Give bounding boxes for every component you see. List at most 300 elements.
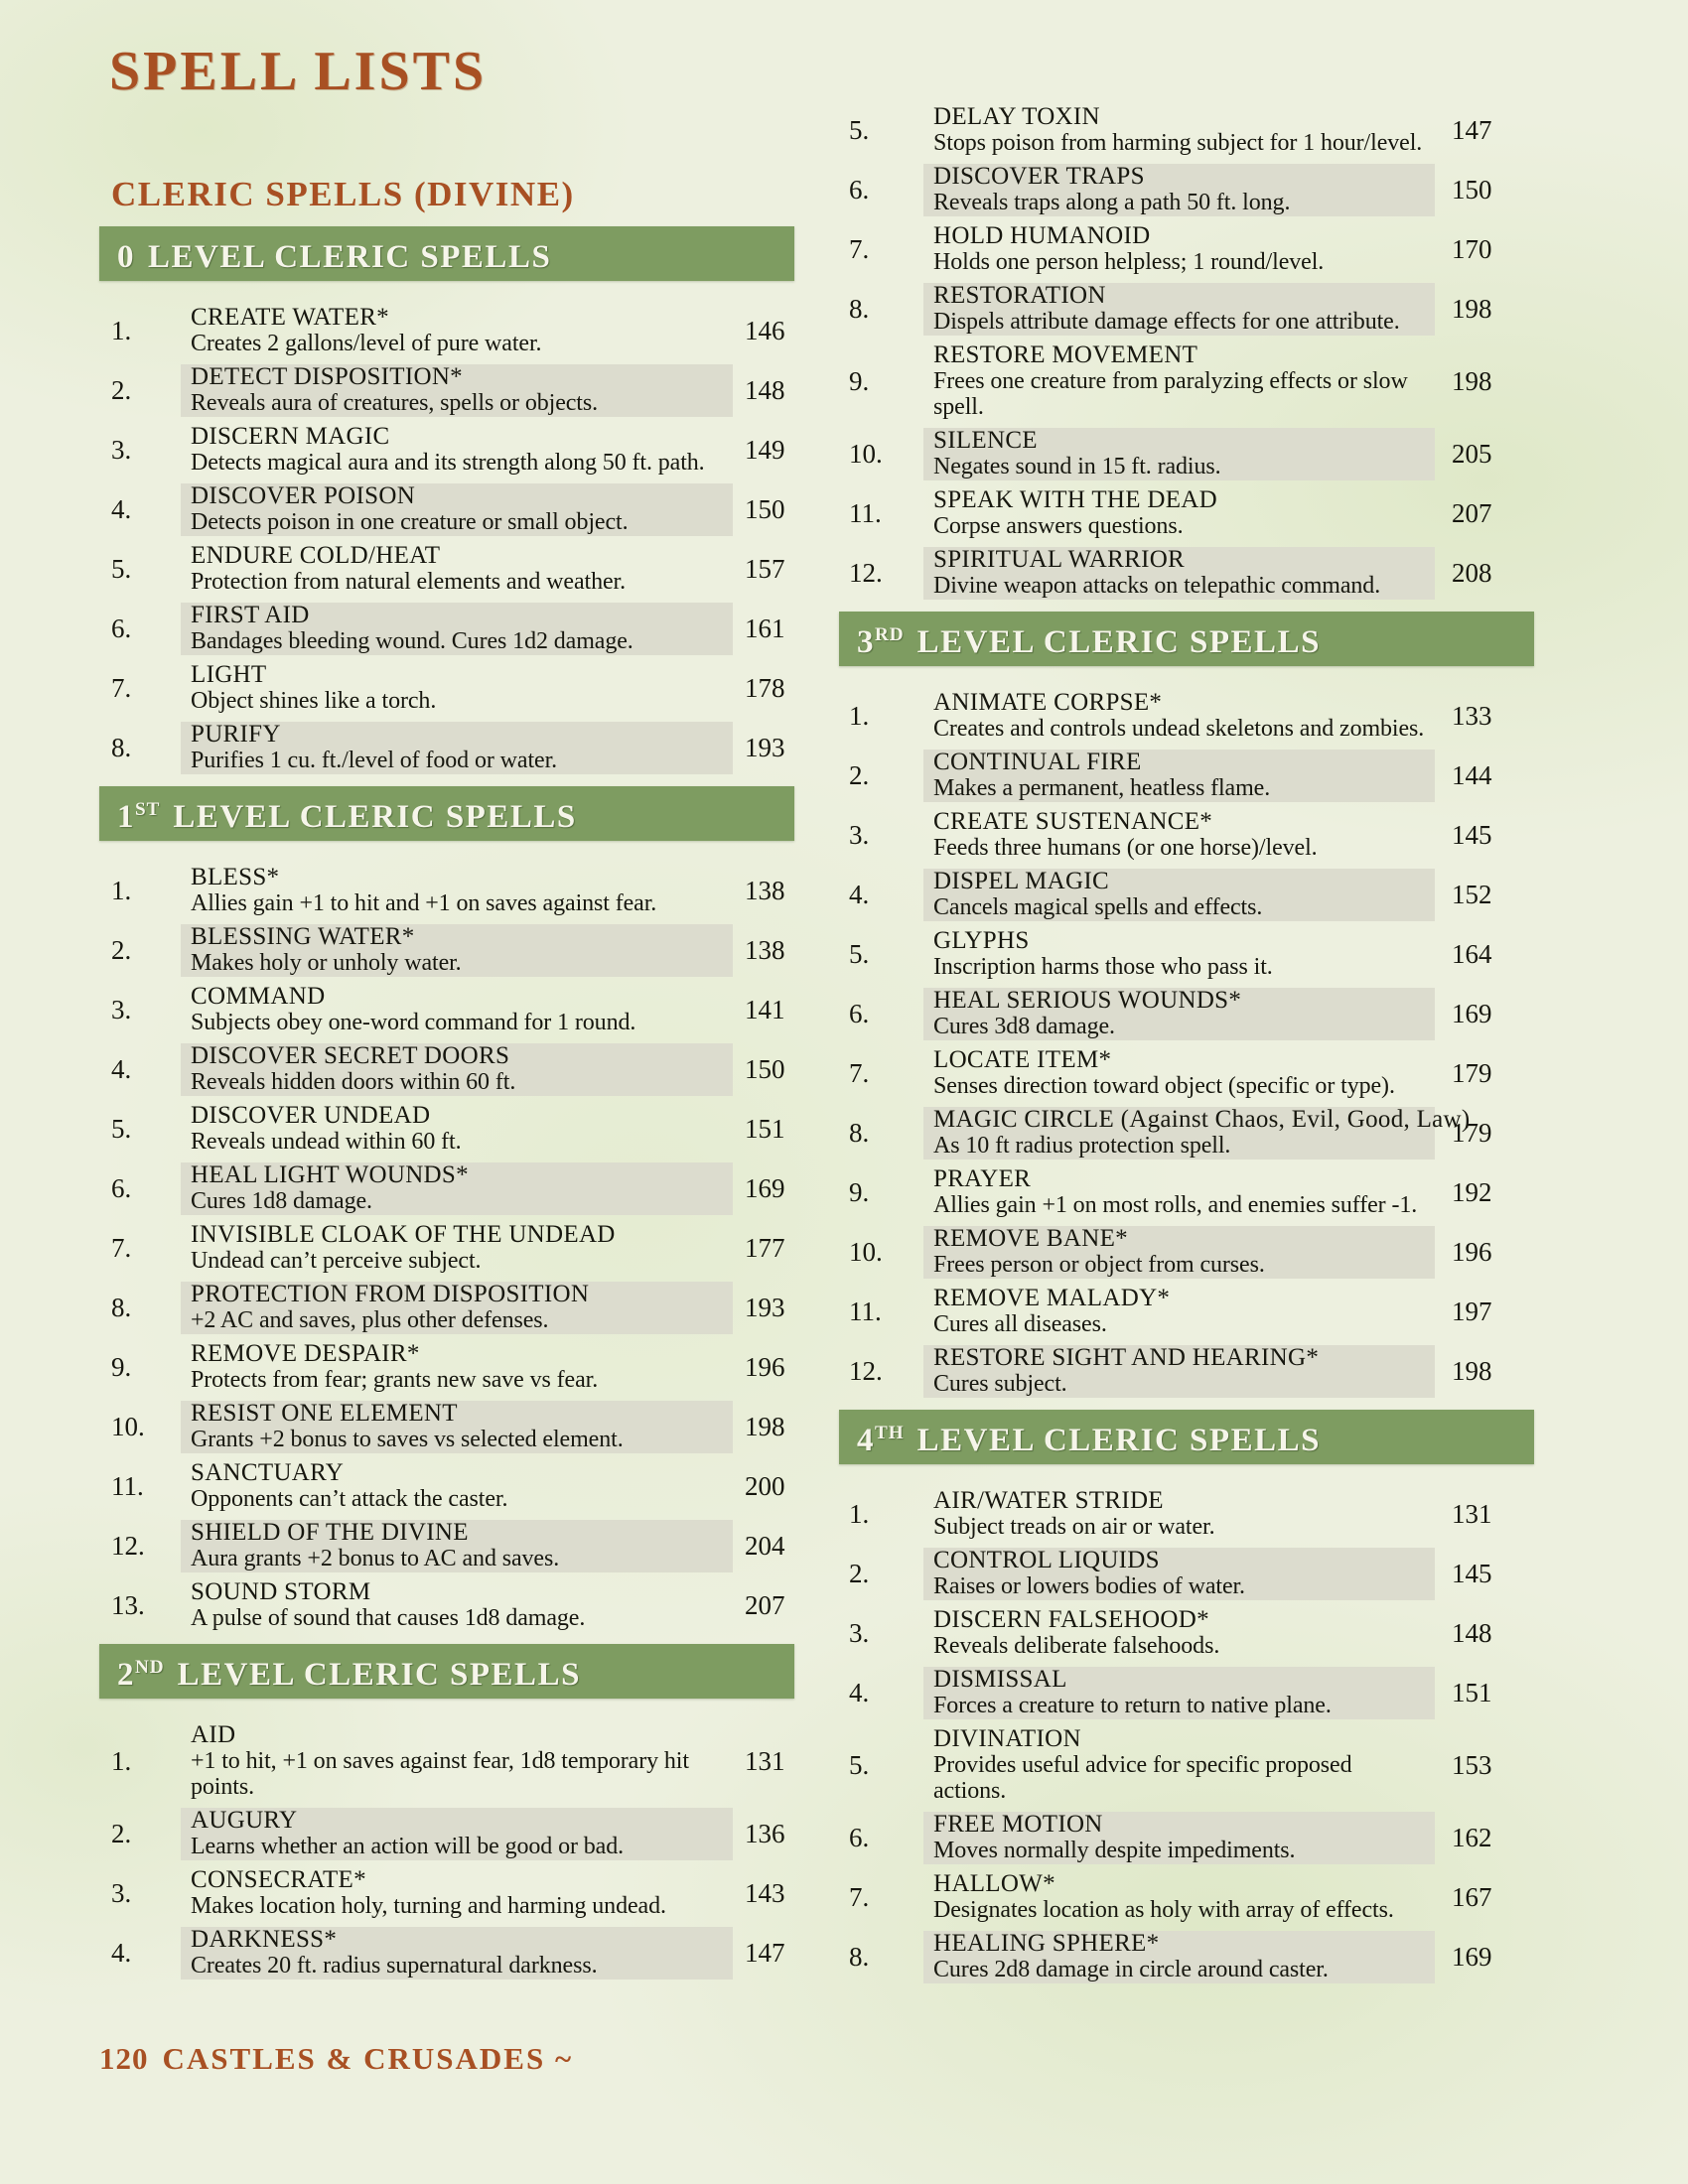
spell-row (839, 1548, 1534, 1600)
spell-entry (923, 342, 1435, 421)
spell-row (99, 984, 794, 1036)
spell-number: 5. (849, 939, 870, 969)
spell-entry (923, 1812, 1435, 1864)
spell-row (99, 1808, 794, 1860)
spell-description: Stops poison from harming subject for 1 hour/level. (933, 130, 1423, 156)
spell-entry (923, 104, 1435, 157)
spell-entry (923, 1488, 1435, 1541)
spell-name: SHIELD OF THE DIVINE (191, 1519, 469, 1546)
spell-page-number: 169 (1452, 1942, 1492, 1972)
spell-row (839, 690, 1534, 743)
spell-entry (923, 1286, 1435, 1338)
spell-entry (181, 1808, 733, 1860)
spell-entry (181, 1222, 733, 1275)
spell-row (839, 1166, 1534, 1219)
spell-entry (181, 662, 733, 715)
spell-name: RESTORATION (933, 282, 1106, 309)
spell-number: 10. (111, 1412, 145, 1441)
spell-page-number: 170 (1452, 234, 1492, 264)
level-header-text: LEVEL CLERIC SPELLS (148, 239, 552, 275)
level-header-text: LEVEL CLERIC SPELLS (177, 1657, 581, 1693)
spell-name: AUGURY (191, 1807, 298, 1834)
spell-number: 3. (111, 1878, 132, 1908)
spell-row (839, 104, 1534, 157)
spell-row (839, 1726, 1534, 1805)
level-number: 3 (857, 624, 875, 660)
spell-description: Cures 3d8 damage. (933, 1014, 1115, 1039)
spell-description: Reveals traps along a path 50 ft. long. (933, 190, 1291, 215)
spell-entry (181, 1722, 733, 1801)
spell-name: HALLOW* (933, 1870, 1055, 1897)
spell-number: 7. (849, 1882, 870, 1912)
spell-number: 4. (111, 494, 132, 524)
spell-row (99, 305, 794, 357)
spell-number: 9. (849, 1177, 870, 1207)
level-ordinal-suffix: ND (135, 1657, 165, 1678)
level-ordinal-suffix: TH (875, 1423, 905, 1443)
spell-description: A pulse of sound that causes 1d8 damage. (191, 1605, 586, 1631)
spell-name: DELAY TOXIN (933, 103, 1100, 130)
spell-page-number: 179 (1452, 1058, 1492, 1088)
spell-name: INVISIBLE CLOAK OF THE UNDEAD (191, 1221, 616, 1248)
spell-row (99, 1579, 794, 1632)
spell-entry (923, 988, 1435, 1040)
spell-number: 6. (111, 1173, 132, 1203)
spell-page-number: 198 (1452, 294, 1492, 324)
spell-description: Creates 20 ft. radius supernatural darkness. (191, 1953, 598, 1979)
spell-row (839, 547, 1534, 600)
spell-name: REMOVE BANE* (933, 1225, 1128, 1252)
spell-entry (181, 1579, 733, 1632)
spell-row (99, 1162, 794, 1215)
spell-description: Designates location as holy with array of effects. (933, 1897, 1394, 1923)
spell-row (99, 865, 794, 917)
spell-page-number: 138 (745, 935, 785, 965)
spell-description: Purifies 1 cu. ft./level of food or water. (191, 748, 558, 773)
spell-number: 2. (849, 760, 870, 790)
spell-description: Cures 1d8 damage. (191, 1188, 372, 1214)
spell-row (839, 1286, 1534, 1338)
spell-name: DISCOVER POISON (191, 482, 416, 509)
spell-description: Protects from fear; grants new save vs fear. (191, 1367, 599, 1393)
spell-entry (181, 924, 733, 977)
spell-page-number: 207 (1452, 498, 1492, 528)
spell-page-number: 131 (745, 1746, 785, 1776)
spell-description: Frees one creature from paralyzing effects or slow spell. (933, 368, 1408, 420)
spell-entry (923, 283, 1435, 336)
spell-row (99, 543, 794, 596)
spell-entry (923, 1548, 1435, 1600)
spell-page-number: 141 (745, 995, 785, 1024)
spell-page-number: 151 (1452, 1678, 1492, 1707)
spell-number: 6. (111, 614, 132, 643)
spell-row (99, 1867, 794, 1920)
spell-description: Allies gain +1 to hit and +1 on saves against fear. (191, 890, 657, 916)
spell-description: Undead can’t perceive subject. (191, 1248, 482, 1274)
spell-description: Senses direction toward object (specific or type). (933, 1073, 1395, 1099)
spell-page-number: 145 (1452, 820, 1492, 850)
spell-row (99, 1520, 794, 1572)
spell-page-number: 207 (745, 1590, 785, 1620)
spell-description: Cures subject. (933, 1371, 1067, 1397)
spell-description: Bandages bleeding wound. Cures 1d2 damage. (191, 628, 633, 654)
spell-number: 2. (111, 935, 132, 965)
spell-name: SPEAK WITH THE DEAD (933, 486, 1218, 513)
spell-name: REMOVE DESPAIR* (191, 1340, 420, 1367)
spell-number: 3. (111, 435, 132, 465)
spell-name: HEALING SPHERE* (933, 1930, 1160, 1957)
spell-level-header (99, 786, 794, 841)
spell-number: 4. (111, 1938, 132, 1968)
spell-entry (923, 1345, 1435, 1398)
spell-number: 10. (849, 1237, 883, 1267)
spell-number: 7. (849, 1058, 870, 1088)
spell-name: CONTROL LIQUIDS (933, 1547, 1160, 1573)
spell-description: As 10 ft radius protection spell. (933, 1133, 1231, 1159)
spell-page-number: 164 (1452, 939, 1492, 969)
spell-level-header (99, 1644, 794, 1699)
spell-name: SPIRITUAL WARRIOR (933, 546, 1186, 573)
spell-description: Frees person or object from curses. (933, 1252, 1265, 1278)
spell-entry (181, 1282, 733, 1334)
spell-row (839, 988, 1534, 1040)
spell-name: CONSECRATE* (191, 1866, 366, 1893)
spell-page-number: 148 (1452, 1618, 1492, 1648)
spell-name: RESTORE SIGHT AND HEARING* (933, 1344, 1320, 1371)
spell-page-number: 131 (1452, 1499, 1492, 1529)
spell-name: DISPEL MAGIC (933, 868, 1109, 894)
spell-entry (923, 690, 1435, 743)
spell-row (839, 750, 1534, 802)
spell-page-number: 151 (745, 1114, 785, 1144)
spell-page-number: 149 (745, 435, 785, 465)
spell-entry (181, 603, 733, 655)
spell-description: Detects magical aura and its strength along 50 ft. path. (191, 450, 705, 476)
spell-number: 1. (111, 316, 132, 345)
level-ordinal-suffix: ST (135, 799, 161, 820)
spell-number: 5. (111, 554, 132, 584)
spell-number: 2. (111, 375, 132, 405)
spell-name: ENDURE COLD/HEAT (191, 542, 441, 569)
spell-name: COMMAND (191, 983, 326, 1010)
spell-page-number: 147 (745, 1938, 785, 1968)
spell-number: 4. (111, 1054, 132, 1084)
spell-description: Holds one person helpless; 1 round/level. (933, 249, 1325, 275)
spell-row (839, 1607, 1534, 1660)
spell-name: SILENCE (933, 427, 1038, 454)
spell-row (99, 722, 794, 774)
spell-entry (181, 1520, 733, 1572)
spell-entry (181, 1341, 733, 1394)
spell-description: Forces a creature to return to native plane. (933, 1693, 1332, 1718)
spell-entry (923, 428, 1435, 480)
spell-number: 8. (111, 1293, 132, 1322)
spell-number: 6. (849, 175, 870, 205)
spell-number: 1. (849, 1499, 870, 1529)
spell-name: DIVINATION (933, 1725, 1081, 1752)
spell-page-number: 162 (1452, 1823, 1492, 1852)
spell-page-number: 169 (1452, 999, 1492, 1028)
spell-number: 8. (849, 294, 870, 324)
spell-page-number: 198 (1452, 1356, 1492, 1386)
spell-page-number: 204 (745, 1531, 785, 1561)
spell-name: REMOVE MALADY* (933, 1285, 1171, 1311)
level-number: 1 (117, 799, 135, 835)
spell-page-number: 157 (745, 554, 785, 584)
spell-number: 3. (849, 1618, 870, 1648)
spell-description: Allies gain +1 on most rolls, and enemies suffer -1. (933, 1192, 1418, 1218)
spell-page-number: 192 (1452, 1177, 1492, 1207)
spell-name: CONTINUAL FIRE (933, 749, 1142, 775)
spell-page-number: 197 (1452, 1297, 1492, 1326)
spell-page-number: 193 (745, 733, 785, 762)
spell-entry (923, 547, 1435, 600)
section-title: CLERIC SPELLS (DIVINE) (111, 175, 575, 213)
spell-description: Protection from natural elements and weather. (191, 569, 627, 595)
spell-row (839, 428, 1534, 480)
spell-level-header (839, 1410, 1534, 1464)
spell-entry (923, 164, 1435, 216)
spell-description: Cancels magical spells and effects. (933, 894, 1263, 920)
spell-entry (181, 1927, 733, 1979)
spell-row (99, 1722, 794, 1801)
spell-name: CREATE WATER* (191, 304, 389, 331)
spell-entry (181, 1401, 733, 1453)
spell-description: Provides useful advice for specific proposed actions. (933, 1752, 1352, 1804)
spell-page-number: 145 (1452, 1559, 1492, 1588)
spell-description: Subjects obey one-word command for 1 round. (191, 1010, 636, 1035)
spell-entry (923, 1106, 1471, 1160)
spell-name: DISCOVER TRAPS (933, 163, 1145, 190)
spell-number: 6. (849, 999, 870, 1028)
spell-name: PRAYER (933, 1165, 1032, 1192)
spell-entry (181, 865, 733, 917)
spell-entry (923, 223, 1435, 276)
spell-name: AID (191, 1721, 236, 1748)
spell-page-number: 200 (745, 1471, 785, 1501)
spell-number: 5. (111, 1114, 132, 1144)
spell-name: RESIST ONE ELEMENT (191, 1400, 458, 1427)
spell-name: ANIMATE CORPSE* (933, 689, 1163, 716)
spell-row (839, 1871, 1534, 1924)
spell-name: SOUND STORM (191, 1578, 371, 1605)
spell-name: DISMISSAL (933, 1666, 1067, 1693)
spell-entry (181, 984, 733, 1036)
spell-name: HEAL LIGHT WOUNDS* (191, 1161, 469, 1188)
spell-row (839, 1345, 1534, 1398)
spell-description: Makes location holy, turning and harming undead. (191, 1893, 666, 1919)
spell-row (839, 809, 1534, 862)
spell-name: PURIFY (191, 721, 281, 748)
spell-description: Dispels attribute damage effects for one attribute. (933, 309, 1400, 335)
spell-page-number: 198 (1452, 366, 1492, 396)
spell-page-number: 143 (745, 1878, 785, 1908)
spell-row (839, 1812, 1534, 1864)
spell-row (839, 1226, 1534, 1279)
page-footer (99, 2041, 573, 2077)
spell-row (99, 364, 794, 417)
spell-number: 9. (111, 1352, 132, 1382)
spell-description: Cures all diseases. (933, 1311, 1107, 1337)
spell-entry (181, 1103, 733, 1156)
level-header-text: LEVEL CLERIC SPELLS (916, 624, 1321, 660)
spell-page-number: 146 (745, 316, 785, 345)
spell-entry (181, 1043, 733, 1096)
spell-name: DISCERN MAGIC (191, 423, 390, 450)
spell-description: Raises or lowers bodies of water. (933, 1573, 1245, 1599)
spell-row (99, 1103, 794, 1156)
spell-row (99, 1043, 794, 1096)
spell-name: AIR/WATER STRIDE (933, 1487, 1164, 1514)
spell-entry (181, 1867, 733, 1920)
level-number: 0 (117, 239, 135, 275)
right-column (839, 104, 1534, 1990)
spell-description: Reveals deliberate falsehoods. (933, 1633, 1220, 1659)
spell-row (839, 869, 1534, 921)
spell-name: DISCOVER SECRET DOORS (191, 1042, 510, 1069)
spell-description: Subject treads on air or water. (933, 1514, 1215, 1540)
level-number: 2 (117, 1657, 135, 1693)
spell-name: MAGIC CIRCLE (Against Chaos, Evil, Good, Law) (933, 1106, 1471, 1133)
spell-name: GLYPHS (933, 927, 1030, 954)
spell-page-number: 208 (1452, 558, 1492, 588)
spell-page-number: 177 (745, 1233, 785, 1263)
spell-page-number: 148 (745, 375, 785, 405)
spell-row (839, 1667, 1534, 1719)
spell-row (839, 342, 1534, 421)
spell-number: 8. (111, 733, 132, 762)
spell-description: Inscription harms those who pass it. (933, 954, 1273, 980)
spell-number: 12. (111, 1531, 145, 1561)
spell-page-number: 136 (745, 1819, 785, 1848)
spell-number: 1. (849, 701, 870, 731)
level-number: 4 (857, 1423, 875, 1458)
spell-name: PROTECTION FROM DISPOSITION (191, 1281, 590, 1307)
spell-page-number: 150 (745, 1054, 785, 1084)
spell-entry (181, 305, 733, 357)
spell-description: Detects poison in one creature or small object. (191, 509, 629, 535)
spell-entry (181, 722, 733, 774)
spell-row (99, 1341, 794, 1394)
spell-number: 5. (849, 1750, 870, 1780)
spell-number: 6. (849, 1823, 870, 1852)
spell-number: 3. (111, 995, 132, 1024)
spell-description: Creates and controls undead skeletons and zombies. (933, 716, 1425, 742)
book-title: CASTLES & CRUSADES ~ (162, 2041, 574, 2076)
spell-number: 8. (849, 1942, 870, 1972)
page-title: SPELL LISTS (109, 41, 488, 102)
spell-number: 4. (849, 880, 870, 909)
spell-name: HEAL SERIOUS WOUNDS* (933, 987, 1242, 1014)
spell-entry (181, 1162, 733, 1215)
spell-name: LIGHT (191, 661, 267, 688)
spell-row (99, 603, 794, 655)
spell-name: SANCTUARY (191, 1459, 345, 1486)
spell-description: Creates 2 gallons/level of pure water. (191, 331, 542, 356)
spell-name: FREE MOTION (933, 1811, 1103, 1838)
spell-entry (181, 543, 733, 596)
spell-number: 5. (849, 115, 870, 145)
spell-number: 9. (849, 366, 870, 396)
spell-row (839, 928, 1534, 981)
spell-number: 1. (111, 876, 132, 905)
spell-description: +2 AC and saves, plus other defenses. (191, 1307, 549, 1333)
spell-level-header (839, 612, 1534, 666)
spell-level-header (99, 226, 794, 281)
spell-page-number: 153 (1452, 1750, 1492, 1780)
spell-row (99, 1460, 794, 1513)
spell-page-number: 167 (1452, 1882, 1492, 1912)
spell-page-number: 147 (1452, 115, 1492, 145)
spell-page-number: 133 (1452, 701, 1492, 731)
spell-description: Divine weapon attacks on telepathic command. (933, 573, 1381, 599)
spell-description: Corpse answers questions. (933, 513, 1184, 539)
spell-row (99, 424, 794, 477)
spell-number: 11. (849, 498, 882, 528)
spell-entry (923, 1726, 1435, 1805)
spell-row (99, 1222, 794, 1275)
spell-number: 10. (849, 439, 883, 469)
spell-description: Cures 2d8 damage in circle around caster. (933, 1957, 1329, 1982)
spell-row (99, 924, 794, 977)
spell-name: DARKNESS* (191, 1926, 338, 1953)
spell-row (839, 1931, 1534, 1983)
spell-entry (923, 928, 1435, 981)
spell-name: HOLD HUMANOID (933, 222, 1151, 249)
spell-row (839, 487, 1534, 540)
spell-row (839, 1488, 1534, 1541)
spell-description: Aura grants +2 bonus to AC and saves. (191, 1546, 560, 1571)
spell-description: Object shines like a torch. (191, 688, 437, 714)
spell-entry (181, 1460, 733, 1513)
spell-description: Learns whether an action will be good or bad. (191, 1834, 625, 1859)
spell-number: 3. (849, 820, 870, 850)
spell-row (839, 283, 1534, 336)
spell-description: Makes a permanent, heatless flame. (933, 775, 1271, 801)
spell-name: FIRST AID (191, 602, 310, 628)
spell-row (839, 1047, 1534, 1100)
spell-name: CREATE SUSTENANCE* (933, 808, 1213, 835)
spell-entry (181, 483, 733, 536)
spell-number: 1. (111, 1746, 132, 1776)
spell-number: 7. (111, 673, 132, 703)
level-header-text: LEVEL CLERIC SPELLS (173, 799, 577, 835)
spell-number: 11. (849, 1297, 882, 1326)
spell-name: BLESS* (191, 864, 280, 890)
spell-page-number: 178 (745, 673, 785, 703)
spell-row (839, 1107, 1534, 1160)
spell-row (99, 1282, 794, 1334)
spell-entry (923, 1166, 1435, 1219)
spell-description: Feeds three humans (or one horse)/level. (933, 835, 1318, 861)
spell-row (99, 483, 794, 536)
spell-number: 12. (849, 558, 883, 588)
spell-number: 11. (111, 1471, 144, 1501)
spell-row (99, 1401, 794, 1453)
spell-page-number: 161 (745, 614, 785, 643)
spell-page-number: 196 (745, 1352, 785, 1382)
spell-entry (181, 424, 733, 477)
spell-row (839, 164, 1534, 216)
spell-number: 2. (111, 1819, 132, 1848)
spell-description: Opponents can’t attack the caster. (191, 1486, 508, 1512)
spell-description: +1 to hit, +1 on saves against fear, 1d8 temporary hit points. (191, 1748, 689, 1800)
left-column (99, 226, 794, 1986)
spell-number: 12. (849, 1356, 883, 1386)
spell-page-number: 193 (745, 1293, 785, 1322)
spell-row (99, 662, 794, 715)
spell-description: Reveals aura of creatures, spells or objects. (191, 390, 599, 416)
